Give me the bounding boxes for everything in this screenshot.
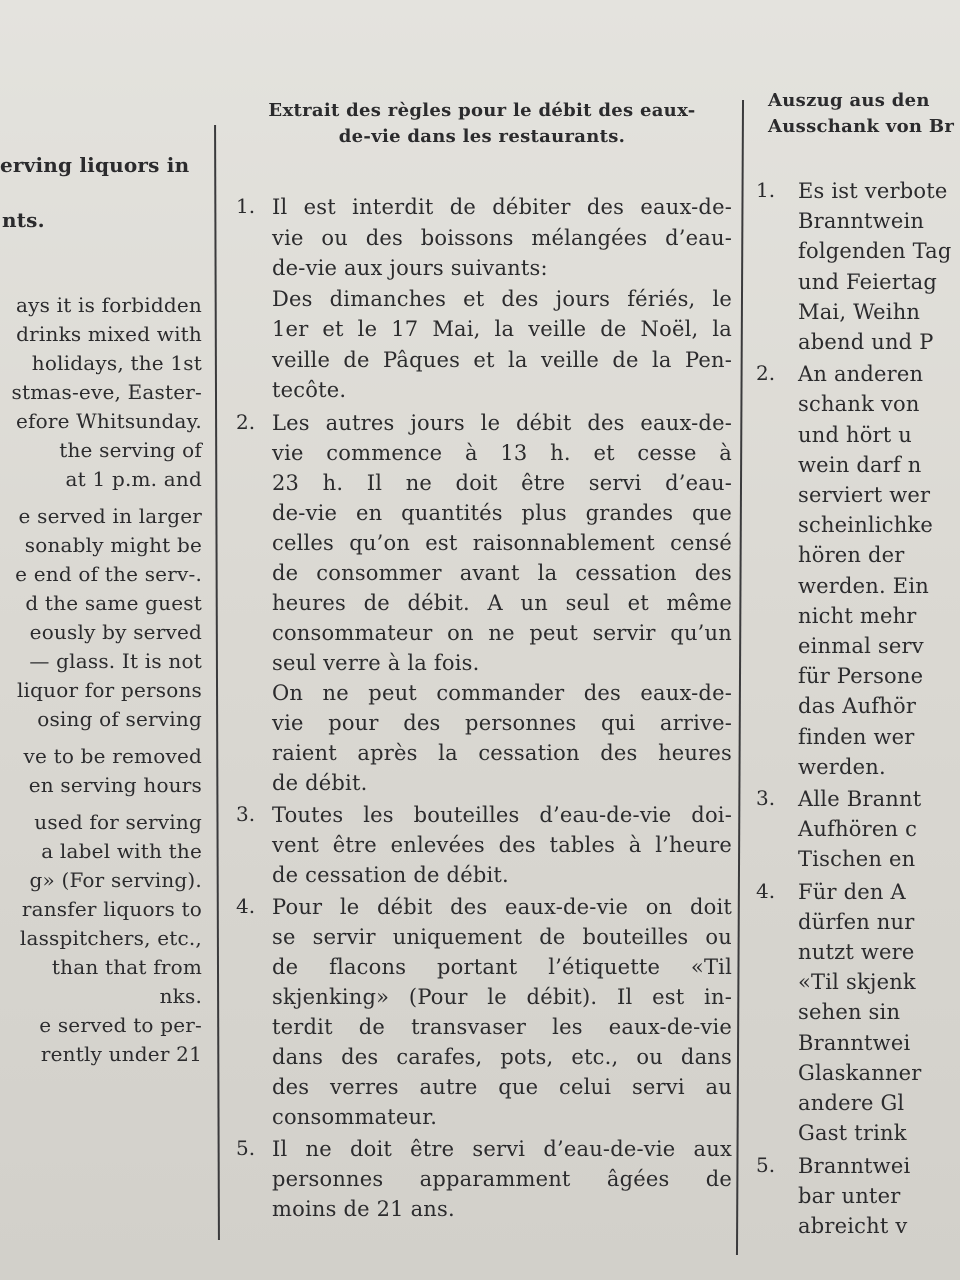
text-line: moins de 21 ans. <box>272 1196 455 1218</box>
text-line: bar unter <box>798 1183 901 1208</box>
text-line: des verres autre que celui servi au <box>272 1074 732 1099</box>
text-line: osing of serving <box>37 707 202 731</box>
text-line: vie pour des personnes qui arrive- <box>272 710 732 735</box>
text-line: nutzt were <box>798 940 915 965</box>
item-number: 1. <box>756 178 776 202</box>
text-line: dürfen nur <box>798 909 915 934</box>
text-line: e served to per- <box>39 1013 202 1037</box>
text-line: On ne peut commander des eaux-de- <box>272 680 732 705</box>
paragraph-gap <box>0 734 206 742</box>
text-line: efore Whitsunday. <box>15 409 202 433</box>
text-line: Toutes les bouteilles d’eau-de-vie doi- <box>272 802 732 827</box>
text-line: se servir uniquement de bouteilles ou <box>272 924 732 949</box>
french-rules-list <box>232 192 732 1218</box>
english-column <box>0 125 206 1175</box>
text-line: Glaskanner <box>798 1060 922 1085</box>
text-line: wein darf n <box>798 452 922 477</box>
text-line: werden. Ein <box>798 573 929 598</box>
text-line: Branntwei <box>798 1153 911 1178</box>
text-line: de flacons portant l’étiquette «Til <box>272 954 732 979</box>
rule-item <box>232 1134 732 1219</box>
german-heading: Auszug aus den Ausschank von Br <box>768 90 955 137</box>
item-number: 3. <box>236 801 256 826</box>
rule-item <box>750 784 960 875</box>
text-line: skjenking» (Pour le débit). Il est in- <box>272 984 732 1009</box>
text-line: dans des carafes, pots, etc., ou dans <box>272 1044 732 1069</box>
text-line: und hört u <box>798 422 913 447</box>
text-line: Il est interdit de débiter des eaux-de- <box>272 195 732 219</box>
text-line: sonably might be <box>24 533 202 557</box>
text-line: consommateur on ne peut servir qu’un <box>272 620 732 645</box>
text-line: Mai, Weihn <box>798 299 921 324</box>
text-line: abreicht v <box>798 1213 908 1238</box>
heading-line: erving liquors in <box>0 153 190 177</box>
text-line: scheinlichke <box>798 513 934 538</box>
text-line: Tischen en <box>798 847 916 872</box>
text-line: en serving hours <box>28 773 202 797</box>
text-line: g» (For serving). <box>29 868 202 892</box>
text-line: eously by served <box>29 620 202 644</box>
text-line: sehen sin <box>798 1000 901 1025</box>
text-line: andere Gl <box>798 1091 905 1116</box>
item-number: 2. <box>756 361 776 386</box>
paragraph-gap <box>0 800 206 808</box>
text-line: werden. <box>798 754 886 779</box>
rule-item <box>750 359 960 782</box>
text-line: und Feiertag <box>798 269 938 294</box>
text-line: «Til skjenk <box>798 970 916 995</box>
text-line: liquor for persons <box>16 678 202 702</box>
text-line: stmas-eve, Easter- <box>11 380 202 404</box>
item-number: 3. <box>756 786 776 811</box>
text-line: Les autres jours le débit des eaux-de- <box>272 410 732 435</box>
text-line: finden wer <box>798 724 915 749</box>
item-number: 5. <box>236 1135 256 1160</box>
text-line: ransfer liquors to <box>21 897 202 921</box>
text-line: Für den A <box>798 879 906 904</box>
item-number: 4. <box>236 893 256 918</box>
rule-item <box>232 408 732 798</box>
text-line: lasspitchers, etc., <box>19 926 202 950</box>
rule-item <box>750 1151 960 1242</box>
text-line: raient après la cessation des heures <box>272 740 732 765</box>
text-line: Des dimanches et des jours fériés, le <box>272 286 732 311</box>
text-line: heures de débit. A un seul et même <box>272 590 732 615</box>
rule-item <box>232 192 732 406</box>
text-line: nks. <box>159 984 202 1008</box>
text-line: Branntwei <box>798 1030 911 1055</box>
english-heading <box>0 125 206 261</box>
heading-line: nts. <box>2 208 45 232</box>
item-number: 2. <box>236 409 256 434</box>
text-line: de-vie aux jours suivants: <box>272 256 548 280</box>
text-line: schank von <box>798 392 920 417</box>
text-line: ve to be removed <box>23 744 202 768</box>
text-line: Aufhören c <box>798 817 918 842</box>
text-line: de consommer avant la cessation des <box>272 560 732 585</box>
text-line: vent être enlevées des tables à l’heure <box>272 832 732 857</box>
item-number: 1. <box>236 194 256 218</box>
french-heading: Extrait des règles pour le débit des eaux- de-vie dans les restaurants. <box>268 100 696 147</box>
rule-item <box>750 176 960 357</box>
text-line: — glass. It is not <box>29 649 202 673</box>
text-line: vie commence à 13 h. et cesse à <box>272 440 732 465</box>
text-line: rently under 21 <box>40 1042 202 1066</box>
text-line: 1er et le 17 Mai, la veille de Noël, la <box>272 317 732 341</box>
text-line: seul verre à la fois. <box>272 650 480 675</box>
text-line: the serving of <box>59 438 202 462</box>
text-line: personnes apparamment âgées de <box>272 1166 732 1191</box>
text-line: vie ou des boissons mélangées d’eau- <box>272 225 732 250</box>
text-line: einmal serv <box>798 634 924 659</box>
text-line: das Aufhör <box>798 694 917 719</box>
text-line: veille de Pâques et la veille de la Pen- <box>272 347 732 372</box>
text-line: used for serving <box>34 810 202 834</box>
text-line: hören der <box>798 543 905 568</box>
text-line: für Persone <box>798 664 924 689</box>
french-column <box>232 98 732 1218</box>
text-line: e end of the serv-. <box>15 562 202 586</box>
text-line: e served in larger <box>18 504 202 528</box>
text-line: abend und P <box>798 330 934 355</box>
text-line: de débit. <box>272 770 368 795</box>
item-number: 4. <box>756 878 776 903</box>
text-line: de-vie en quantités plus grandes que <box>272 500 732 525</box>
item-number: 5. <box>756 1152 776 1177</box>
rule-item <box>232 892 732 1132</box>
text-line: celles qu’on est raisonnablement censé <box>272 530 732 555</box>
text-line: folgenden Tag <box>798 239 952 264</box>
text-line: consommateur. <box>272 1104 438 1129</box>
text-line: nicht mehr <box>798 603 917 628</box>
text-line: ays it is forbidden <box>16 293 202 317</box>
text-line: holidays, the 1st <box>31 351 202 375</box>
rule-item <box>750 877 960 1149</box>
text-line: Pour le débit des eaux-de-vie on doit <box>272 894 732 919</box>
text-line: 23 h. Il ne doit être servi d’eau- <box>272 470 732 495</box>
text-line: at 1 p.m. and <box>65 467 202 491</box>
english-body <box>0 291 206 1069</box>
text-line: Alle Brannt <box>798 787 922 812</box>
text-line: An anderen <box>798 362 924 387</box>
rule-item <box>232 800 732 890</box>
text-line: Il ne doit être servi d’eau-de-vie aux <box>272 1136 732 1161</box>
text-line: d the same guest <box>25 591 202 615</box>
text-line: serviert wer <box>798 483 931 508</box>
text-line: Branntwein <box>798 209 925 234</box>
text-line: than that from <box>51 955 202 979</box>
text-line: tecôte. <box>272 378 347 402</box>
text-line: terdit de transvaser les eaux-de-vie <box>272 1014 732 1039</box>
paragraph-gap <box>0 494 206 502</box>
text-line: de cessation de débit. <box>272 862 509 887</box>
text-line: a label with the <box>41 839 202 863</box>
german-rules-list <box>750 176 960 1241</box>
text-line: Es ist verbote <box>798 179 948 203</box>
text-line: Gast trink <box>798 1121 907 1146</box>
german-column <box>750 88 960 1268</box>
text-line: drinks mixed with <box>16 322 202 346</box>
